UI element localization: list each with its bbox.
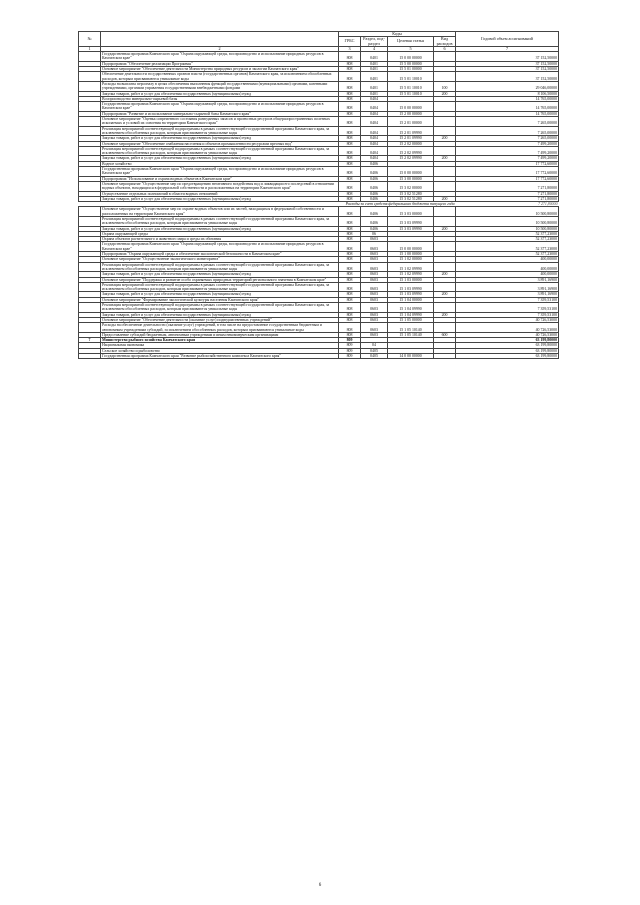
table-row	[79, 52, 559, 62]
row-amount: 400,00000	[456, 262, 559, 272]
row-target-article: 15 3 02 51280	[388, 196, 434, 201]
row-name: Охрана объектов растительного и животного мира и среды их обитания	[101, 237, 339, 242]
row-amount: 52 377,23000	[456, 237, 559, 242]
row-target-article: 15 3 02 00000	[388, 181, 434, 191]
row-razdel: 0404	[361, 136, 388, 141]
row-amount: 17 772,60000	[456, 176, 559, 181]
header-codes: Коды	[339, 32, 456, 37]
table-row	[79, 126, 559, 136]
table-row	[79, 117, 559, 127]
row-target-article: 15 0 00 00000	[388, 242, 434, 252]
row-amount: 10 500,80000	[456, 226, 559, 231]
row-razdel: 0406	[361, 196, 388, 201]
row-number	[79, 52, 101, 62]
row-number	[79, 282, 101, 292]
row-grbs: 808	[339, 52, 361, 62]
row-name: Закупка товаров, работ и услуг для обеспечения государственных (муниципальных) нужд	[101, 196, 339, 201]
row-name: Основное мероприятие "Обеспечение деятельности (оказание услуг) подведомственных учреждений"	[101, 317, 339, 322]
row-grbs: 808	[339, 207, 361, 217]
row-amount: 29 046,00000	[456, 81, 559, 91]
table-row	[79, 181, 559, 191]
row-razdel: 0603	[361, 297, 388, 302]
budget-table	[78, 31, 559, 359]
row-razdel: 0603	[361, 272, 388, 277]
row-amount: 40 726,53000	[456, 317, 559, 322]
row-amount: 7 265,00000	[456, 126, 559, 136]
row-target-article: 15 1 02 00000	[388, 257, 434, 262]
row-number	[79, 102, 101, 112]
header-cs: Целевая статья	[388, 37, 434, 47]
row-name: Министерство рыбного хозяйства Камчатского края	[101, 338, 339, 343]
row-grbs: 808	[339, 252, 361, 257]
row-amount: 40 726,53000	[456, 332, 559, 337]
row-name: Закупка товаров, работ и услуг для обеспечения государственных (муниципальных) нужд	[101, 226, 339, 231]
row-expense-type	[434, 216, 456, 226]
row-expense-type	[434, 52, 456, 62]
row-grbs: 808	[339, 317, 361, 322]
row-razdel: 06	[361, 231, 388, 236]
row-name: Подпрограмма "Использование и охрана водных объектов в Камчатском крае"	[101, 176, 339, 181]
row-razdel: 0401	[361, 61, 388, 66]
row-amount: 10 500,80000	[456, 207, 559, 217]
row-expense-type: 200	[434, 91, 456, 96]
row-expense-type: 200	[434, 196, 456, 201]
row-target-article: 15 3 03 00000	[388, 207, 434, 217]
row-name: Обеспечение деятельности государственных органов власти (государственных органов) Камчатского края, за исключением обособленных расходов, которым присваиваются уникальные коды	[101, 72, 339, 82]
note-amount: 7 271,80000	[456, 202, 559, 207]
row-number	[79, 167, 101, 177]
row-grbs: 808	[339, 96, 361, 101]
row-name: Основное мероприятие "Поддержка и развитие особо охраняемых природных территорий регионального значения в Камчатском крае"	[101, 277, 339, 282]
header-razdel: Раздел, под-раздел	[361, 37, 388, 47]
row-name: Реализация мероприятий соответствующей подпрограммы в рамках соответствующей государственной программы Камчатского края, за исключением обособленных расходов, которым присваиваются уникальные коды	[101, 126, 339, 136]
row-number	[79, 72, 101, 82]
row-grbs: 808	[339, 282, 361, 292]
row-amount: 7 271,80000	[456, 196, 559, 201]
row-grbs: 808	[339, 91, 361, 96]
row-grbs: 808	[339, 102, 361, 112]
row-razdel: 0603	[361, 257, 388, 262]
row-target-article: 15 3 02 51280	[388, 191, 434, 196]
row-amount: 14 765,00000	[456, 96, 559, 101]
row-amount: 3 891,16900	[456, 292, 559, 297]
row-target-article: 15 0 00 00000	[388, 52, 434, 62]
row-target-article: 15 3 03 09990	[388, 226, 434, 231]
row-amount: 400,00000	[456, 257, 559, 262]
row-target-article: 15 5 01 10010	[388, 91, 434, 96]
row-razdel: 0404	[361, 111, 388, 116]
row-grbs: 808	[339, 297, 361, 302]
index-cell: 1	[79, 46, 101, 51]
row-expense-type	[434, 262, 456, 272]
row-name: Сельское хозяйство и рыболовство	[101, 348, 339, 353]
row-razdel: 0603	[361, 303, 388, 313]
row-amount: 7 359,53100	[456, 312, 559, 317]
row-target-article: 15 1 02 09990	[388, 262, 434, 272]
row-name: Водное хозяйство	[101, 161, 339, 166]
row-expense-type	[434, 303, 456, 313]
row-target-article: 15 5 00 00000	[388, 61, 434, 66]
row-grbs: 808	[339, 323, 361, 333]
row-grbs: 808	[339, 303, 361, 313]
row-target-article: 15 0 00 00000	[388, 102, 434, 112]
row-target-article: 15 1 04 09990	[388, 303, 434, 313]
row-target-article: 15 3 03 09990	[388, 216, 434, 226]
row-name: Основное мероприятие "Обеспечение деятельности Министерства природных ресурсов и экологии Камчатского края"	[101, 67, 339, 72]
row-number	[79, 117, 101, 127]
row-expense-type: 200	[434, 226, 456, 231]
row-razdel: 0404	[361, 102, 388, 112]
row-razdel: 0603	[361, 312, 388, 317]
row-razdel: 0401	[361, 81, 388, 91]
table-body	[79, 52, 559, 359]
table-row	[79, 207, 559, 217]
row-razdel: 0404	[361, 156, 388, 161]
row-number	[79, 354, 101, 359]
row-amount: 63 199,80000	[456, 354, 559, 359]
row-number	[79, 323, 101, 333]
row-expense-type	[434, 282, 456, 292]
row-name: Подпрограмма "Развитие и использование минерально-сырьевой базы Камчатского края"	[101, 111, 339, 116]
row-grbs: 808	[339, 141, 361, 146]
row-razdel: 0603	[361, 332, 388, 337]
row-amount: 17 772,60000	[456, 167, 559, 177]
row-number	[79, 242, 101, 252]
row-target-article: 15 1 05 10140	[388, 323, 434, 333]
row-name: Охрана окружающей среды	[101, 231, 339, 236]
row-number	[79, 262, 101, 272]
row-razdel: 04	[361, 343, 388, 348]
row-amount: 7 499,20000	[456, 156, 559, 161]
row-razdel: 0603	[361, 292, 388, 297]
row-grbs: 808	[339, 231, 361, 236]
row-expense-type	[434, 126, 456, 136]
row-grbs: 808	[339, 257, 361, 262]
row-grbs: 809	[339, 354, 361, 359]
row-grbs: 808	[339, 72, 361, 82]
row-grbs: 809	[339, 343, 361, 348]
row-grbs: 808	[339, 191, 361, 196]
row-razdel: 0406	[361, 176, 388, 181]
row-grbs: 808	[339, 277, 361, 282]
row-amount: 7 271,80000	[456, 181, 559, 191]
row-razdel: 0406	[361, 207, 388, 217]
row-name: Национальная экономика	[101, 343, 339, 348]
row-amount: 7 265,00000	[456, 136, 559, 141]
row-razdel: 0401	[361, 52, 388, 62]
row-amount: 7 271,80000	[456, 191, 559, 196]
index-cell: 3	[339, 46, 361, 51]
row-target-article: 15 1 03 09990	[388, 292, 434, 297]
row-grbs: 809	[339, 338, 361, 343]
row-amount: 37 152,50000	[456, 52, 559, 62]
row-razdel: 0603	[361, 252, 388, 257]
row-name: Основное мероприятие "Осуществление мер по предотвращению негативного воздействия вод и ликвидации его последствий в отношении водных объектов, находящихся в федеральной собственности и расположенных на территории Камчатского края"	[101, 181, 339, 191]
row-number: 7	[79, 338, 101, 343]
row-name: Воспроизводство минерально-сырьевой базы	[101, 96, 339, 101]
row-name: Реализация мероприятий соответствующей подпрограммы в рамках соответствующей государственной программы Камчатского края, за исключением обособленных расходов, которым присваиваются уникальные коды	[101, 216, 339, 226]
row-expense-type	[434, 242, 456, 252]
page-number: 6	[318, 883, 322, 888]
row-target-article: 15 5 01 00000	[388, 67, 434, 72]
row-razdel: 0404	[361, 96, 388, 101]
row-amount: 7 359,53100	[456, 303, 559, 313]
row-number	[79, 303, 101, 313]
row-razdel: 0406	[361, 226, 388, 231]
row-amount: 8 106,50000	[456, 91, 559, 96]
row-name: Государственная программа Камчатского края "Охрана окружающей среды, воспроизводство и использование природных ресурсов в Камчатском крае"	[101, 242, 339, 252]
row-razdel: 0406	[361, 216, 388, 226]
row-amount: 37 152,50000	[456, 61, 559, 66]
row-expense-type: 200	[434, 156, 456, 161]
header-name: Наименование	[101, 32, 339, 47]
row-grbs: 808	[339, 216, 361, 226]
table-row	[79, 167, 559, 177]
row-amount: 52 377,23000	[456, 231, 559, 236]
row-expense-type	[434, 102, 456, 112]
row-name: Закупка товаров, работ и услуг для обеспечения государственных (муниципальных) нужд	[101, 312, 339, 317]
row-amount: 14 765,00000	[456, 102, 559, 112]
row-amount: 3 891,16900	[456, 282, 559, 292]
row-amount: 52 377,23000	[456, 242, 559, 252]
row-amount: 7 499,20000	[456, 141, 559, 146]
row-amount: 400,00000	[456, 272, 559, 277]
row-grbs: 808	[339, 167, 361, 177]
header-grbs: ГРБС	[339, 37, 361, 47]
row-expense-type	[434, 354, 456, 359]
row-target-article: 15 3 00 00000	[388, 176, 434, 181]
row-amount: 37 152,50000	[456, 67, 559, 72]
row-razdel: 0406	[361, 161, 388, 166]
row-name: Основное мероприятие "Осуществление экологического мониторинга"	[101, 257, 339, 262]
index-cell: 4	[361, 46, 388, 51]
row-grbs: 808	[339, 292, 361, 297]
row-amount: 37 152,50000	[456, 72, 559, 82]
row-razdel: 0405	[361, 354, 388, 359]
row-name: Предоставление субсидий бюджетным, автономным учреждениям и иным некоммерческим организациям	[101, 332, 339, 337]
row-number	[79, 146, 101, 156]
row-grbs: 808	[339, 156, 361, 161]
row-expense-type	[434, 72, 456, 82]
row-number	[79, 81, 101, 91]
row-amount: 63 199,80000	[456, 348, 559, 353]
row-razdel: 0603	[361, 242, 388, 252]
row-grbs: 808	[339, 111, 361, 116]
row-name: Подпрограмма "Охрана окружающей среды и обеспечение экологической безопасности в Камчатском крае"	[101, 252, 339, 257]
row-expense-type: 200	[434, 292, 456, 297]
row-razdel: 0401	[361, 91, 388, 96]
row-name: Основное мероприятие "Обеспечение снабжения населения и объектов промышленности ресурсами пресных вод"	[101, 141, 339, 146]
row-amount: 10 500,80000	[456, 216, 559, 226]
row-razdel: 0406	[361, 181, 388, 191]
row-amount: 14 765,00000	[456, 111, 559, 116]
row-expense-type: 200	[434, 272, 456, 277]
row-razdel: 0401	[361, 67, 388, 72]
row-grbs: 808	[339, 136, 361, 141]
row-name: Осуществление отдельных полномочий в области водных отношений	[101, 191, 339, 196]
row-name: Реализация мероприятий соответствующей подпрограммы в рамках соответствующей государственной программы Камчатского края, за исключением обособленных расходов, которым присваиваются уникальные коды	[101, 282, 339, 292]
row-expense-type: 600	[434, 332, 456, 337]
row-expense-type	[434, 146, 456, 156]
note-label: Расходы за счет средств федерального бюджета текущего года	[79, 202, 456, 207]
row-grbs: 808	[339, 262, 361, 272]
row-name: Расходы на выплаты персоналу в целях обеспечения выполнения функций государственными (муниципальными) органами, казенными учреждениями, органами управления государственными внебюджетными фондами	[101, 81, 339, 91]
row-name: Основное мероприятие "Формирование экологической культуры населения Камчатского края"	[101, 297, 339, 302]
row-target-article: 15 1 03 00000	[388, 277, 434, 282]
row-grbs: 808	[339, 176, 361, 181]
row-razdel: 0603	[361, 317, 388, 322]
row-name: Основное мероприятие "Осуществление мер по охране водных объектов или их частей, находящихся в федеральной собственности и расположенных на территории Камчатского края"	[101, 207, 339, 217]
row-name: Закупка товаров, работ и услуг для обеспечения государственных (муниципальных) нужд	[101, 156, 339, 161]
row-grbs: 808	[339, 67, 361, 72]
table-row	[79, 102, 559, 112]
row-name: Подпрограмма "Обеспечение реализации Программы"	[101, 61, 339, 66]
row-expense-type: 100	[434, 81, 456, 91]
row-razdel: 0603	[361, 237, 388, 242]
row-name: Реализация мероприятий соответствующей подпрограммы в рамках соответствующей государственной программы Камчатского края, за исключением обособленных расходов, которым присваиваются уникальные коды	[101, 262, 339, 272]
table-row	[79, 216, 559, 226]
row-target-article: 15 2 01 00000	[388, 117, 434, 127]
table-row	[79, 81, 559, 91]
row-razdel: 0603	[361, 323, 388, 333]
row-target-article: 15 1 02 09990	[388, 272, 434, 277]
row-number	[79, 181, 101, 191]
row-amount: 52 377,23000	[456, 252, 559, 257]
table-row	[79, 323, 559, 333]
row-target-article: 15 1 05 00000	[388, 317, 434, 322]
row-grbs: 809	[339, 348, 361, 353]
row-target-article: 15 2 02 00000	[388, 141, 434, 146]
row-razdel: 0406	[361, 191, 388, 196]
row-number	[79, 207, 101, 217]
row-razdel: 0603	[361, 277, 388, 282]
row-name: Закупка товаров, работ и услуг для обеспечения государственных (муниципальных) нужд	[101, 136, 339, 141]
index-cell: 2	[101, 46, 339, 51]
row-name: Государственная программа Камчатского края "Охрана окружающей среды, воспроизводство и использование природных ресурсов в Камчатском крае"	[101, 102, 339, 112]
row-target-article: 15 5 01 10010	[388, 81, 434, 91]
row-amount: 7 359,53100	[456, 297, 559, 302]
table-header	[79, 32, 559, 52]
table-row	[79, 72, 559, 82]
row-grbs: 808	[339, 237, 361, 242]
row-name: Закупка товаров, работ и услуг для обеспечения государственных (муниципальных) нужд	[101, 272, 339, 277]
row-expense-type	[434, 167, 456, 177]
row-target-article: 15 1 00 00000	[388, 252, 434, 257]
row-target-article: 15 0 00 00000	[388, 167, 434, 177]
row-target-article: 15 1 05 10140	[388, 332, 434, 337]
row-razdel: 0404	[361, 126, 388, 136]
table-row	[79, 282, 559, 292]
row-grbs: 808	[339, 161, 361, 166]
row-razdel: 0404	[361, 141, 388, 146]
row-expense-type: 200	[434, 136, 456, 141]
row-expense-type	[434, 323, 456, 333]
table-row	[79, 262, 559, 272]
row-name: Государственная программа Камчатского края "Охрана окружающей среды, воспроизводство и использование природных ресурсов в Камчатском крае"	[101, 52, 339, 62]
row-expense-type	[434, 181, 456, 191]
row-amount: 63 199,80000	[456, 343, 559, 348]
row-grbs: 808	[339, 332, 361, 337]
table-row	[79, 354, 559, 359]
row-name: Расходы на обеспечение деятельности (оказание услуг) учреждений, в том числе на предоставление государственным бюджетным и автономным учреждениям субсидий, за исключением обособленных расходов, которым присваиваются уникальные коды	[101, 323, 339, 333]
row-razdel: 0405	[361, 348, 388, 353]
row-razdel: 0404	[361, 117, 388, 127]
row-amount: 63 199,80000	[456, 338, 559, 343]
index-cell: 7	[456, 46, 559, 51]
row-name: Государственная программа Камчатского края "Развитие рыбохозяйственного комплекса Камчатского края"	[101, 354, 339, 359]
row-grbs: 808	[339, 126, 361, 136]
table-row	[79, 146, 559, 156]
row-target-article: 15 5 01 10010	[388, 72, 434, 82]
table-row	[79, 303, 559, 313]
row-grbs: 808	[339, 181, 361, 191]
row-number	[79, 216, 101, 226]
row-razdel: 0603	[361, 262, 388, 272]
row-name: Основное мероприятие "Оценка современного состояния разведанных запасов и прогнозных ресурсов общераспространенных полезных ископаемых и условий их освоения на территории Камчатского края"	[101, 117, 339, 127]
index-cell: 5	[388, 46, 434, 51]
row-name: Реализация мероприятий соответствующей подпрограммы в рамках соответствующей государственной программы Камчатского края, за исключением обособленных расходов, которым присваиваются уникальные коды	[101, 146, 339, 156]
row-expense-type	[434, 207, 456, 217]
row-grbs: 808	[339, 272, 361, 277]
row-amount: 3 891,16900	[456, 277, 559, 282]
row-amount: 17 772,60000	[456, 161, 559, 166]
row-amount: 7 265,00000	[456, 117, 559, 127]
row-amount: 40 726,53000	[456, 323, 559, 333]
row-expense-type	[434, 117, 456, 127]
row-target-article: 14 0 00 00000	[388, 354, 434, 359]
row-razdel: 0404	[361, 146, 388, 156]
row-target-article: 15 2 02 09990	[388, 156, 434, 161]
row-razdel: 0406	[361, 167, 388, 177]
row-target-article: 15 2 01 09990	[388, 126, 434, 136]
row-name: Закупка товаров, работ и услуг для обеспечения государственных (муниципальных) нужд	[101, 292, 339, 297]
row-grbs: 808	[339, 312, 361, 317]
row-expense-type: 200	[434, 312, 456, 317]
row-target-article: 15 2 01 09990	[388, 136, 434, 141]
row-razdel: 0603	[361, 282, 388, 292]
row-target-article: 15 1 04 00000	[388, 297, 434, 302]
row-target-article: 15 1 04 09990	[388, 312, 434, 317]
row-target-article: 15 2 02 09990	[388, 146, 434, 156]
row-target-article: 15 2 00 00000	[388, 111, 434, 116]
row-grbs: 808	[339, 117, 361, 127]
row-name: Закупка товаров, работ и услуг для обеспечения государственных (муниципальных) нужд	[101, 91, 339, 96]
row-grbs: 808	[339, 61, 361, 66]
row-grbs: 808	[339, 81, 361, 91]
header-num: №	[79, 32, 101, 47]
row-amount: 7 499,20000	[456, 146, 559, 156]
row-grbs: 808	[339, 196, 361, 201]
table-row	[79, 242, 559, 252]
row-number	[79, 126, 101, 136]
row-target-article: 15 1 03 09990	[388, 282, 434, 292]
row-name: Государственная программа Камчатского края "Охрана окружающей среды, воспроизводство и использование природных ресурсов в Камчатском крае"	[101, 167, 339, 177]
row-razdel: 0401	[361, 72, 388, 82]
row-grbs: 808	[339, 226, 361, 231]
header-amount: Годовой объем ассигнований	[456, 32, 559, 47]
index-cell: 6	[434, 46, 456, 51]
row-grbs: 808	[339, 242, 361, 252]
row-grbs: 808	[339, 146, 361, 156]
header-vr: Вид расходов	[434, 37, 456, 47]
row-name: Реализация мероприятий соответствующей подпрограммы в рамках соответствующей государственной программы Камчатского края, за исключением обособленных расходов, которым присваиваются уникальные коды	[101, 303, 339, 313]
